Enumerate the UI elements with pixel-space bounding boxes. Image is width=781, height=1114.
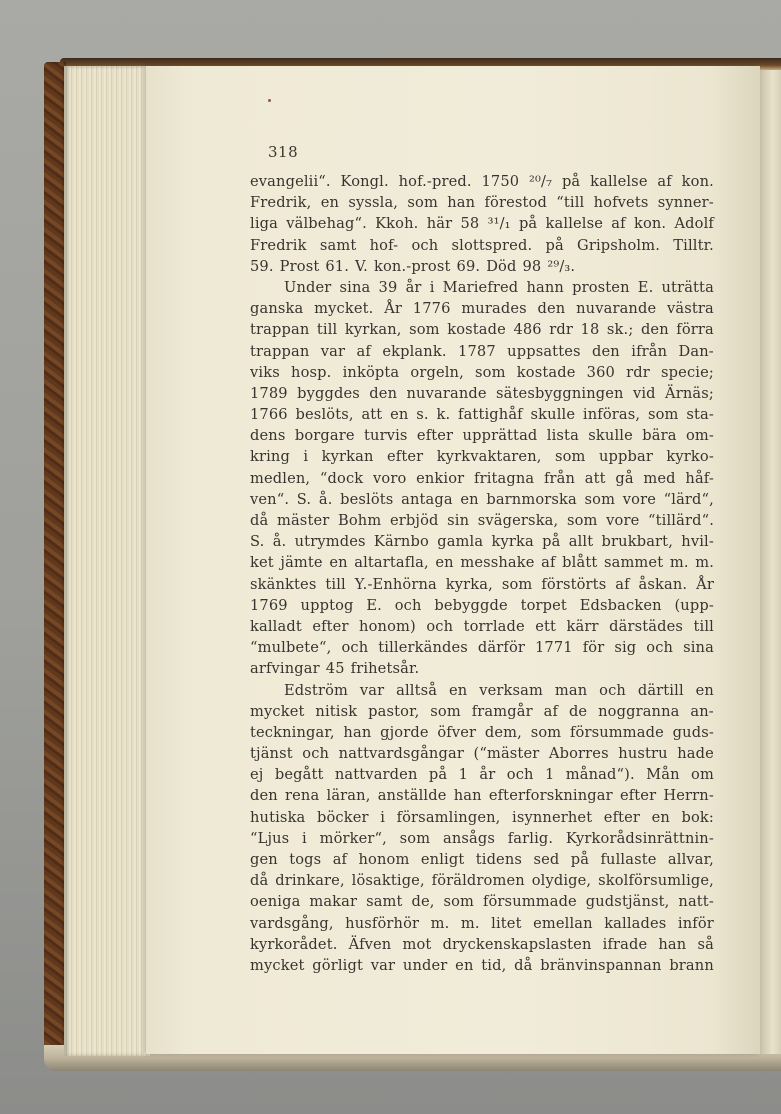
text-line: “mulbete“, och tillerkändes därför 1771 för sig och sina (250, 639, 714, 657)
text-line: ket jämte en altartafla, en messhake af blått sammet m. m. (250, 554, 714, 572)
book-cover-marbled-spine (44, 62, 66, 1062)
text-line: evangelii“. Kongl. hof.-pred. 1750 ²⁰/₇ på kallelse af kon. (250, 173, 714, 190)
text-line: ej begått nattvarden på 1 år och 1 månad“). Mån om (250, 766, 714, 784)
text-line: viks hosp. inköpta orgeln, som kostade 360 rdr specie; (250, 363, 714, 381)
text-line: Fredrik, en syssla, som han förestod “till hofvets synner- (250, 194, 714, 212)
text-line: trappan till kyrkan, som kostade 486 rdr 18 sk.; den förra (250, 321, 714, 339)
text-line: “Ljus i mörker“, som ansågs farlig. Kyrkorådsinrättnin- (250, 829, 714, 847)
text-line: hutiska böcker i församlingen, isynnerhet efter en bok: (250, 808, 714, 826)
text-line: 59. Prost 61. V. kon.-prost 69. Död 98 ²⁹/₃. (250, 257, 576, 275)
text-line: då mäster Bohm erbjöd sin svägerska, som vore “tillärd“. (250, 512, 714, 529)
text-line: ganska mycket. År 1776 murades den nuvarande västra (250, 300, 714, 318)
text-line: mycket nitisk pastor, som framgår af de noggranna an- (250, 702, 714, 720)
text-line: Fredrik samt hof- och slottspred. på Gripsholm. Tilltr. (250, 236, 714, 254)
text-line: vardsgång, husförhör m. m. litet emellan kallades inför (250, 914, 714, 932)
ink-speck (268, 99, 271, 102)
text-line: skänktes till Y.-Enhörna kyrka, som förstörts af åskan. År (250, 575, 714, 593)
text-line: 1766 beslöts, att en s. k. fattighåf skulle införas, som sta- (250, 406, 714, 424)
text-line: kring i kyrkan efter kyrkvaktaren, som uppbar kyrko- (250, 448, 714, 466)
page-stack-edges (64, 66, 150, 1056)
text-line: ven“. S. å. beslöts antaga en barnmorska som vore “lärd“, (250, 490, 714, 508)
text-line: oeniga makar samt de, som försummade gudstjänst, natt- (250, 893, 714, 911)
text-line: tjänst och nattvardsgångar (“mäster Aborres hustru hade (250, 745, 714, 763)
page-number: 318 (268, 143, 299, 161)
text-line: gen togs af honom enligt tidens sed på fullaste allvar, (250, 851, 714, 868)
text-line: då drinkare, lösaktige, föräldromen olydige, skolförsumlige, (250, 872, 714, 890)
text-line: kalladt efter honom) och torrlade ett kärr därstädes till (250, 617, 714, 635)
text-line: liga välbehag“. Kkoh. här 58 ³¹/₁ på kallelse af kon. Adolf (250, 215, 714, 233)
text-line: kyrkorådet. Äfven mot dryckenskapslasten ifrade han så (250, 935, 714, 953)
text-line: dens borgare turvis efter upprättad lista skulle bära om- (250, 427, 714, 445)
text-line: medlen, “dock voro enkior fritagna från att gå med håf- (250, 469, 714, 487)
text-line: Under sina 39 år i Mariefred hann prosten E. uträtta (284, 278, 714, 296)
text-line: S. å. utrymdes Kärnbo gamla kyrka på allt brukbart, hvil- (250, 533, 714, 551)
text-line: Edström var alltså en verksam man och därtill en (284, 681, 714, 699)
text-line: arfvingar 45 frihetsår. (250, 660, 420, 678)
facing-page-edge (760, 70, 781, 1054)
body-text (250, 171, 714, 976)
text-line: teckningar, han gjorde öfver dem, som försummade guds- (250, 723, 714, 741)
text-line: mycket görligt var under en tid, då bränvinspannan brann (250, 956, 714, 974)
text-line: den rena läran, anställde han efterforskningar efter Herrn- (250, 787, 714, 805)
text-line: trappan var af ekplank. 1787 uppsattes den ifrån Dan- (250, 342, 714, 360)
text-line: 1789 byggdes den nuvarande sätesbyggningen vid Ärnäs; (250, 384, 714, 402)
text-line: 1769 upptog E. och bebyggde torpet Edsbacken (upp- (250, 596, 714, 614)
